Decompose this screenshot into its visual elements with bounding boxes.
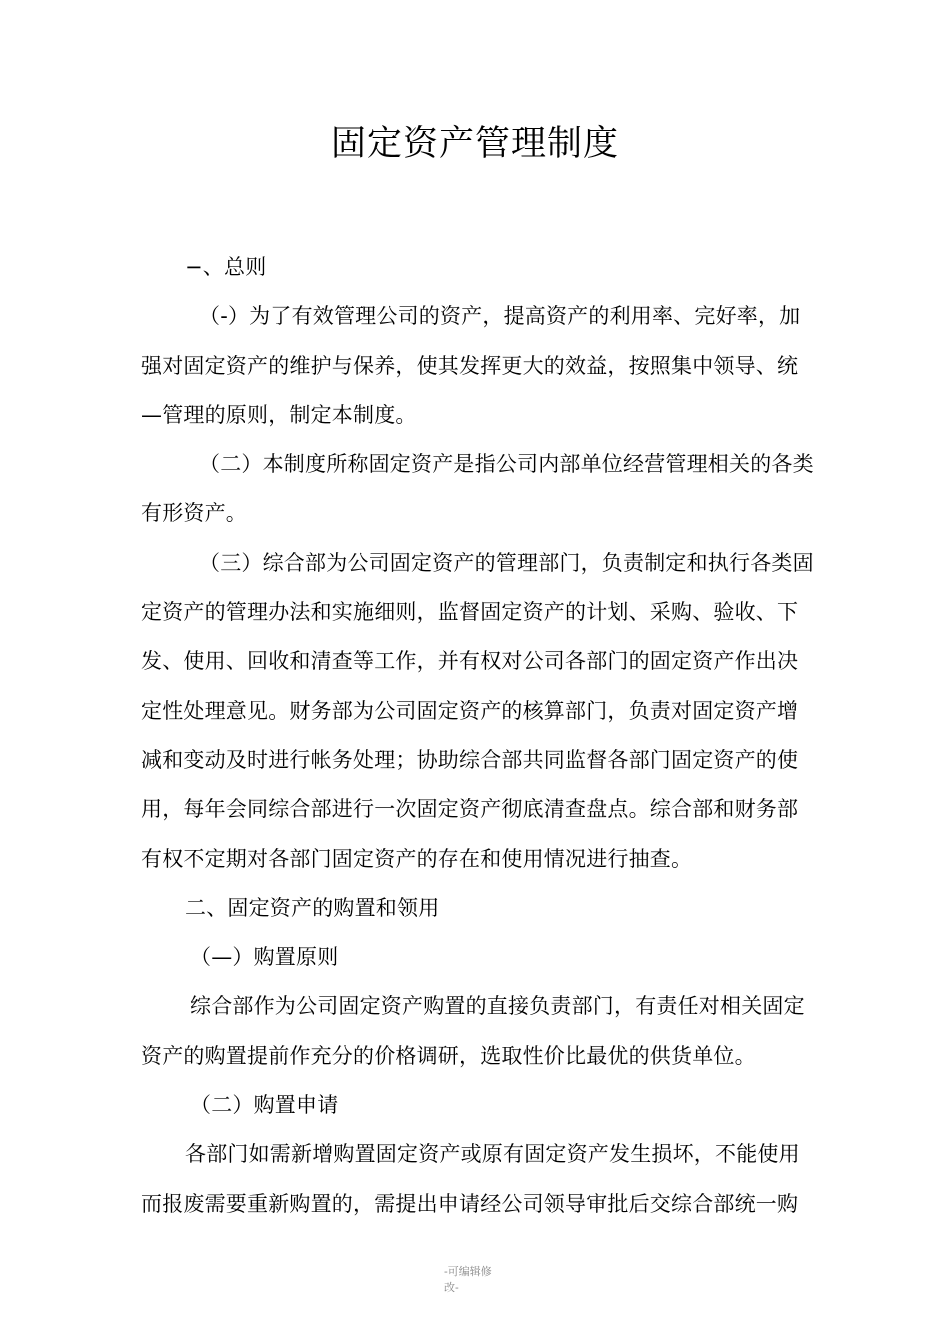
paragraph-line: 资产的购置提前作充分的价格调研，选取性价比最优的供货单位。 [141,1043,756,1068]
paragraph-line: （二）本制度所称固定资产是指公司内部单位经营管理相关的各类 [199,452,814,477]
footer-line: 改- [444,1281,459,1294]
document-title: 固定资产管理制度 [330,124,619,164]
paragraph-line: 综合部作为公司固定资产购置的直接负责部门，有责任对相关固定 [190,994,805,1019]
paragraph-line: 各部门如需新增购置固定资产或原有固定资产发生损坏，不能使用 [185,1142,800,1167]
footer-line: -可编辑修 [444,1265,492,1278]
subsection-heading: （二）购置申请 [190,1093,339,1118]
paragraph-line: 有权不定期对各部门固定资产的存在和使用情况进行抽查。 [141,846,693,871]
section-heading: −、总则 [185,255,267,279]
subsection-heading: （—）购置原则 [190,945,339,970]
document-body [141,243,814,1229]
paragraph-line: 强对固定资产的维护与保养，使其发挥更大的效益，按照集中领导、统 [141,353,799,378]
paragraph-line: 定资产的管理办法和实施细则，监督固定资产的计划、采购、验收、下 [141,600,799,625]
paragraph-line: （三）综合部为公司固定资产的管理部门，负责制定和执行各类固 [199,550,814,575]
paragraph-line: 发、使用、回收和清查等工作，并有权对公司各部门的固定资产作出决 [141,649,799,674]
paragraph-line: 而报废需要重新购置的，需提出申请经公司领导审批后交综合部统一购 [141,1191,799,1216]
paragraph-line: 定性处理意见。财务部为公司固定资产的核算部门，负责对固定资产增 [141,698,799,723]
paragraph-line: 减和变动及时进行帐务处理；协助综合部共同监督各部门固定资产的使 [141,747,799,772]
page-footer [444,1264,504,1296]
paragraph-line: 用，每年会同综合部进行一次固定资产彻底清查盘点。综合部和财务部 [141,797,799,822]
paragraph-line: 有形资产。 [141,501,247,526]
paragraph-line: —管理的原则，制定本制度。 [141,402,417,427]
section-heading: 二、固定资产的购置和领用 [185,895,440,920]
paragraph-line: （-）为了有效管理公司的资产，提高资产的利用率、完好率，加 [199,304,801,329]
